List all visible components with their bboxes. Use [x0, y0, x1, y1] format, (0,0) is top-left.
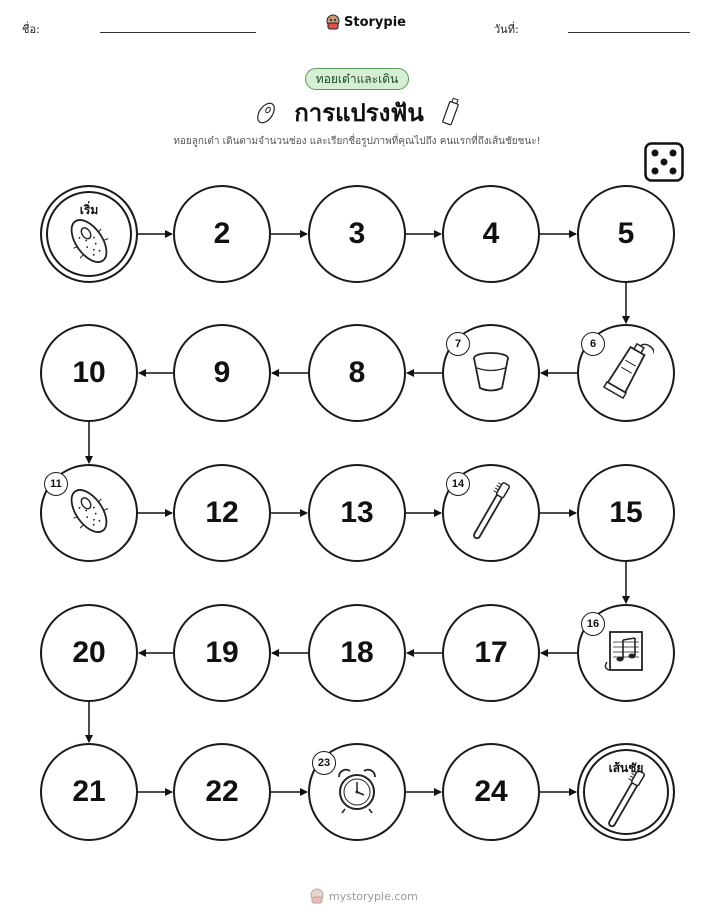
board-space-16[interactable] — [577, 604, 675, 702]
board-space-6[interactable] — [577, 324, 675, 422]
space-number: 20 — [72, 636, 106, 669]
board-space-18[interactable] — [308, 604, 406, 702]
board-space-13[interactable] — [308, 464, 406, 562]
board-space-21[interactable] — [40, 743, 138, 841]
start-label: เริ่ม — [79, 203, 99, 217]
alarm-clock-icon — [330, 763, 384, 821]
space-number: 15 — [609, 496, 643, 529]
space-number: 21 — [72, 775, 106, 808]
cup-icon — [466, 346, 516, 400]
space-number: 9 — [213, 356, 231, 389]
board-space-22[interactable] — [173, 743, 271, 841]
name-label: ชื่อ: — [22, 23, 40, 36]
space-number: 3 — [348, 217, 366, 250]
board-space-7[interactable] — [442, 324, 540, 422]
board-space-19[interactable] — [173, 604, 271, 702]
board-space-15[interactable] — [577, 464, 675, 562]
space-number: 24 — [474, 775, 508, 808]
space-number: 5 — [617, 217, 635, 250]
page-title: การแปรงฟัน — [294, 99, 424, 127]
board-space-3[interactable] — [308, 185, 406, 283]
board-space-24[interactable] — [442, 743, 540, 841]
mascot-icon — [310, 888, 324, 904]
footer — [310, 888, 418, 904]
space-number: 18 — [340, 636, 374, 669]
finish-label: เส้นชัย — [608, 761, 644, 775]
board-space-9[interactable] — [173, 324, 271, 422]
footer-site: mystorypie.com — [329, 889, 418, 903]
board-space-11[interactable] — [40, 464, 138, 562]
toothpaste-icon — [598, 338, 654, 408]
board-space-14[interactable] — [442, 464, 540, 562]
finish-space[interactable] — [577, 743, 675, 841]
space-number: 8 — [348, 356, 366, 389]
board-space-23[interactable] — [308, 743, 406, 841]
space-number-badge: 23 — [312, 751, 336, 775]
space-number-badge: 11 — [44, 472, 68, 496]
space-number: 17 — [474, 636, 508, 669]
board-space-2[interactable] — [173, 185, 271, 283]
space-number: 10 — [72, 356, 106, 389]
space-number: 4 — [482, 217, 500, 250]
board-space-20[interactable] — [40, 604, 138, 702]
space-number-badge: 6 — [581, 332, 605, 356]
board-space-4[interactable] — [442, 185, 540, 283]
space-number: 22 — [205, 775, 239, 808]
space-number: 12 — [205, 496, 239, 529]
board-space-17[interactable] — [442, 604, 540, 702]
board-space-12[interactable] — [173, 464, 271, 562]
board-space-10[interactable] — [40, 324, 138, 422]
space-number-badge: 7 — [446, 332, 470, 356]
start-space[interactable] — [40, 185, 138, 283]
toothbrush-icon — [463, 478, 519, 548]
space-number: 19 — [205, 636, 239, 669]
game-type-tag: ทอยเต๋าและเดิน — [305, 68, 409, 90]
space-number-badge: 16 — [581, 612, 605, 636]
brand-name: Storypie — [344, 14, 406, 30]
space-number-badge: 14 — [446, 472, 470, 496]
board-space-5[interactable] — [577, 185, 675, 283]
instructions: ทอยลูกเต๋า เดินตามจำนวนช่อง และเรียกชื่อรูปภาพที่คุณไปถึง คนแรกที่ถึงเส้นชัยชนะ! — [173, 136, 541, 147]
space-number: 13 — [340, 496, 374, 529]
board-space-8[interactable] — [308, 324, 406, 422]
date-label: วันที่: — [494, 23, 519, 36]
music-note-icon — [601, 626, 651, 680]
space-number: 2 — [213, 217, 231, 250]
